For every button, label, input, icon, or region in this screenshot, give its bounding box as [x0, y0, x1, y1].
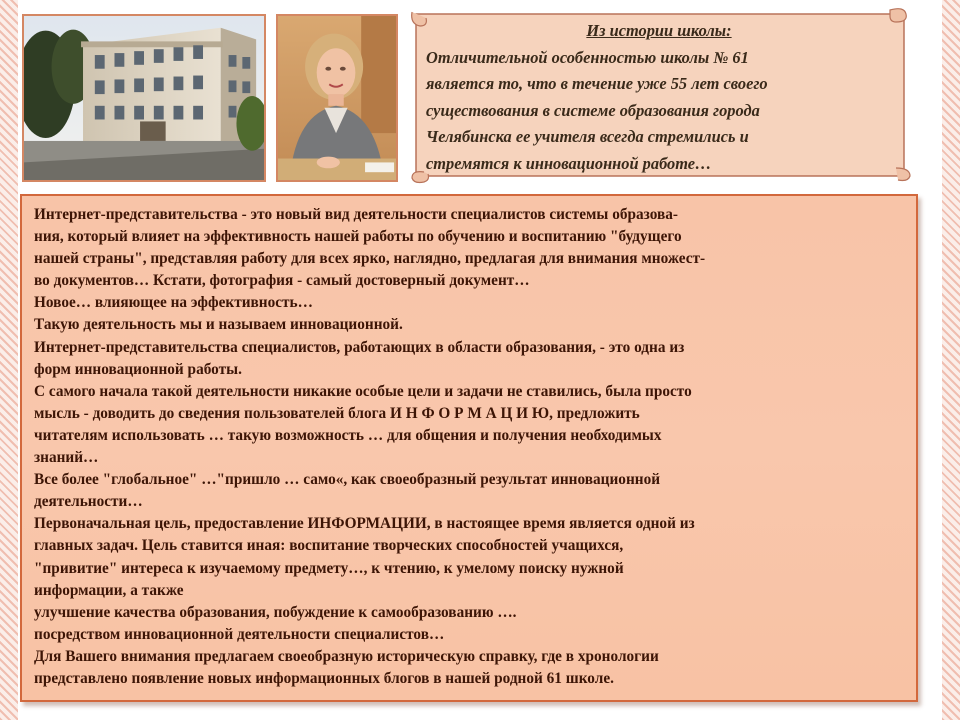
- main-text-panel: [20, 194, 918, 702]
- main-text-line: Интернет-представительства - это новый вид деятельности специалистов системы образова-: [34, 206, 678, 223]
- main-text-line: Первоначальная цель, предоставление ИНФОРМАЦИИ, в настоящее время является одной из: [34, 515, 695, 533]
- scroll-line: является то, что в течение уже 55 лет своего: [426, 74, 768, 93]
- main-text-line: Все более "глобальное" …"пришло … само«, как своеобразный результат инновационной: [34, 471, 661, 489]
- main-paragraph: [34, 204, 904, 690]
- main-text-line: главных задач. Цель ставится иная: воспитание творческих способностей учащихся,: [34, 537, 624, 555]
- main-text-line: мысль - доводить до сведения пользователей блога И Н Ф О Р М А Ц И Ю, предложить: [34, 404, 640, 422]
- main-text-line: посредством инновационной деятельности специалистов…: [34, 625, 445, 643]
- scroll-title: Из истории школы:: [586, 21, 732, 40]
- main-text-line: Интернет-представительства специалистов, работающих в области образования, - это одна из: [34, 338, 685, 356]
- scroll-line: Челябинска ее учителя всегда стремились и: [426, 127, 749, 146]
- main-text-line: форм инновационной работы.: [34, 360, 242, 378]
- main-text-line: С самого начала такой деятельности никакие особые цели и задачи не ставились, была просто: [34, 382, 692, 400]
- main-text-line: "привитие" интереса к изучаемому предмету…, к чтению, к умелому поиску нужной: [34, 559, 624, 577]
- scroll-line: стремятся к инновационной работе…: [426, 153, 712, 173]
- main-text-line: информации, а также: [34, 581, 184, 599]
- scroll-body: [426, 45, 892, 178]
- scroll-line: Отличительной особенностью школы № 61: [426, 47, 749, 67]
- main-text-line: читателям использовать … такую возможность … для общения и получения необходимых: [34, 426, 662, 444]
- right-decorative-border: [942, 0, 960, 720]
- left-decorative-border: [0, 0, 18, 720]
- main-text-line: представлено появление новых информационных блогов в нашей родной 61 школе.: [34, 669, 614, 687]
- main-text-line: ния, который влияет на эффективность нашей работы по обучению и воспитанию "будущего: [34, 228, 682, 246]
- school-building-photo: [22, 14, 266, 182]
- teacher-portrait-photo: [276, 14, 398, 182]
- main-text-line: знаний…: [34, 449, 99, 467]
- scroll-line: существования в системе образования города: [426, 100, 760, 120]
- history-scroll: [406, 6, 914, 184]
- main-text-line: Для Вашего внимания предлагаем своеобразную историческую справку, где в хронологии: [34, 647, 659, 665]
- main-text-line: деятельности…: [34, 493, 143, 511]
- main-text-line: улучшение качества образования, побуждение к самообразованию ….: [34, 603, 517, 621]
- main-text-line: нашей страны", представляя работу для всех ярко, наглядно, предлагая для внимания множест-: [34, 250, 706, 268]
- main-text-line: во документов… Кстати, фотография - самый достоверный документ…: [34, 272, 530, 290]
- main-text-line: Такую деятельность мы и называем инновационной.: [34, 316, 403, 334]
- main-text-line: Новое… влияющее на эффективность…: [34, 294, 313, 312]
